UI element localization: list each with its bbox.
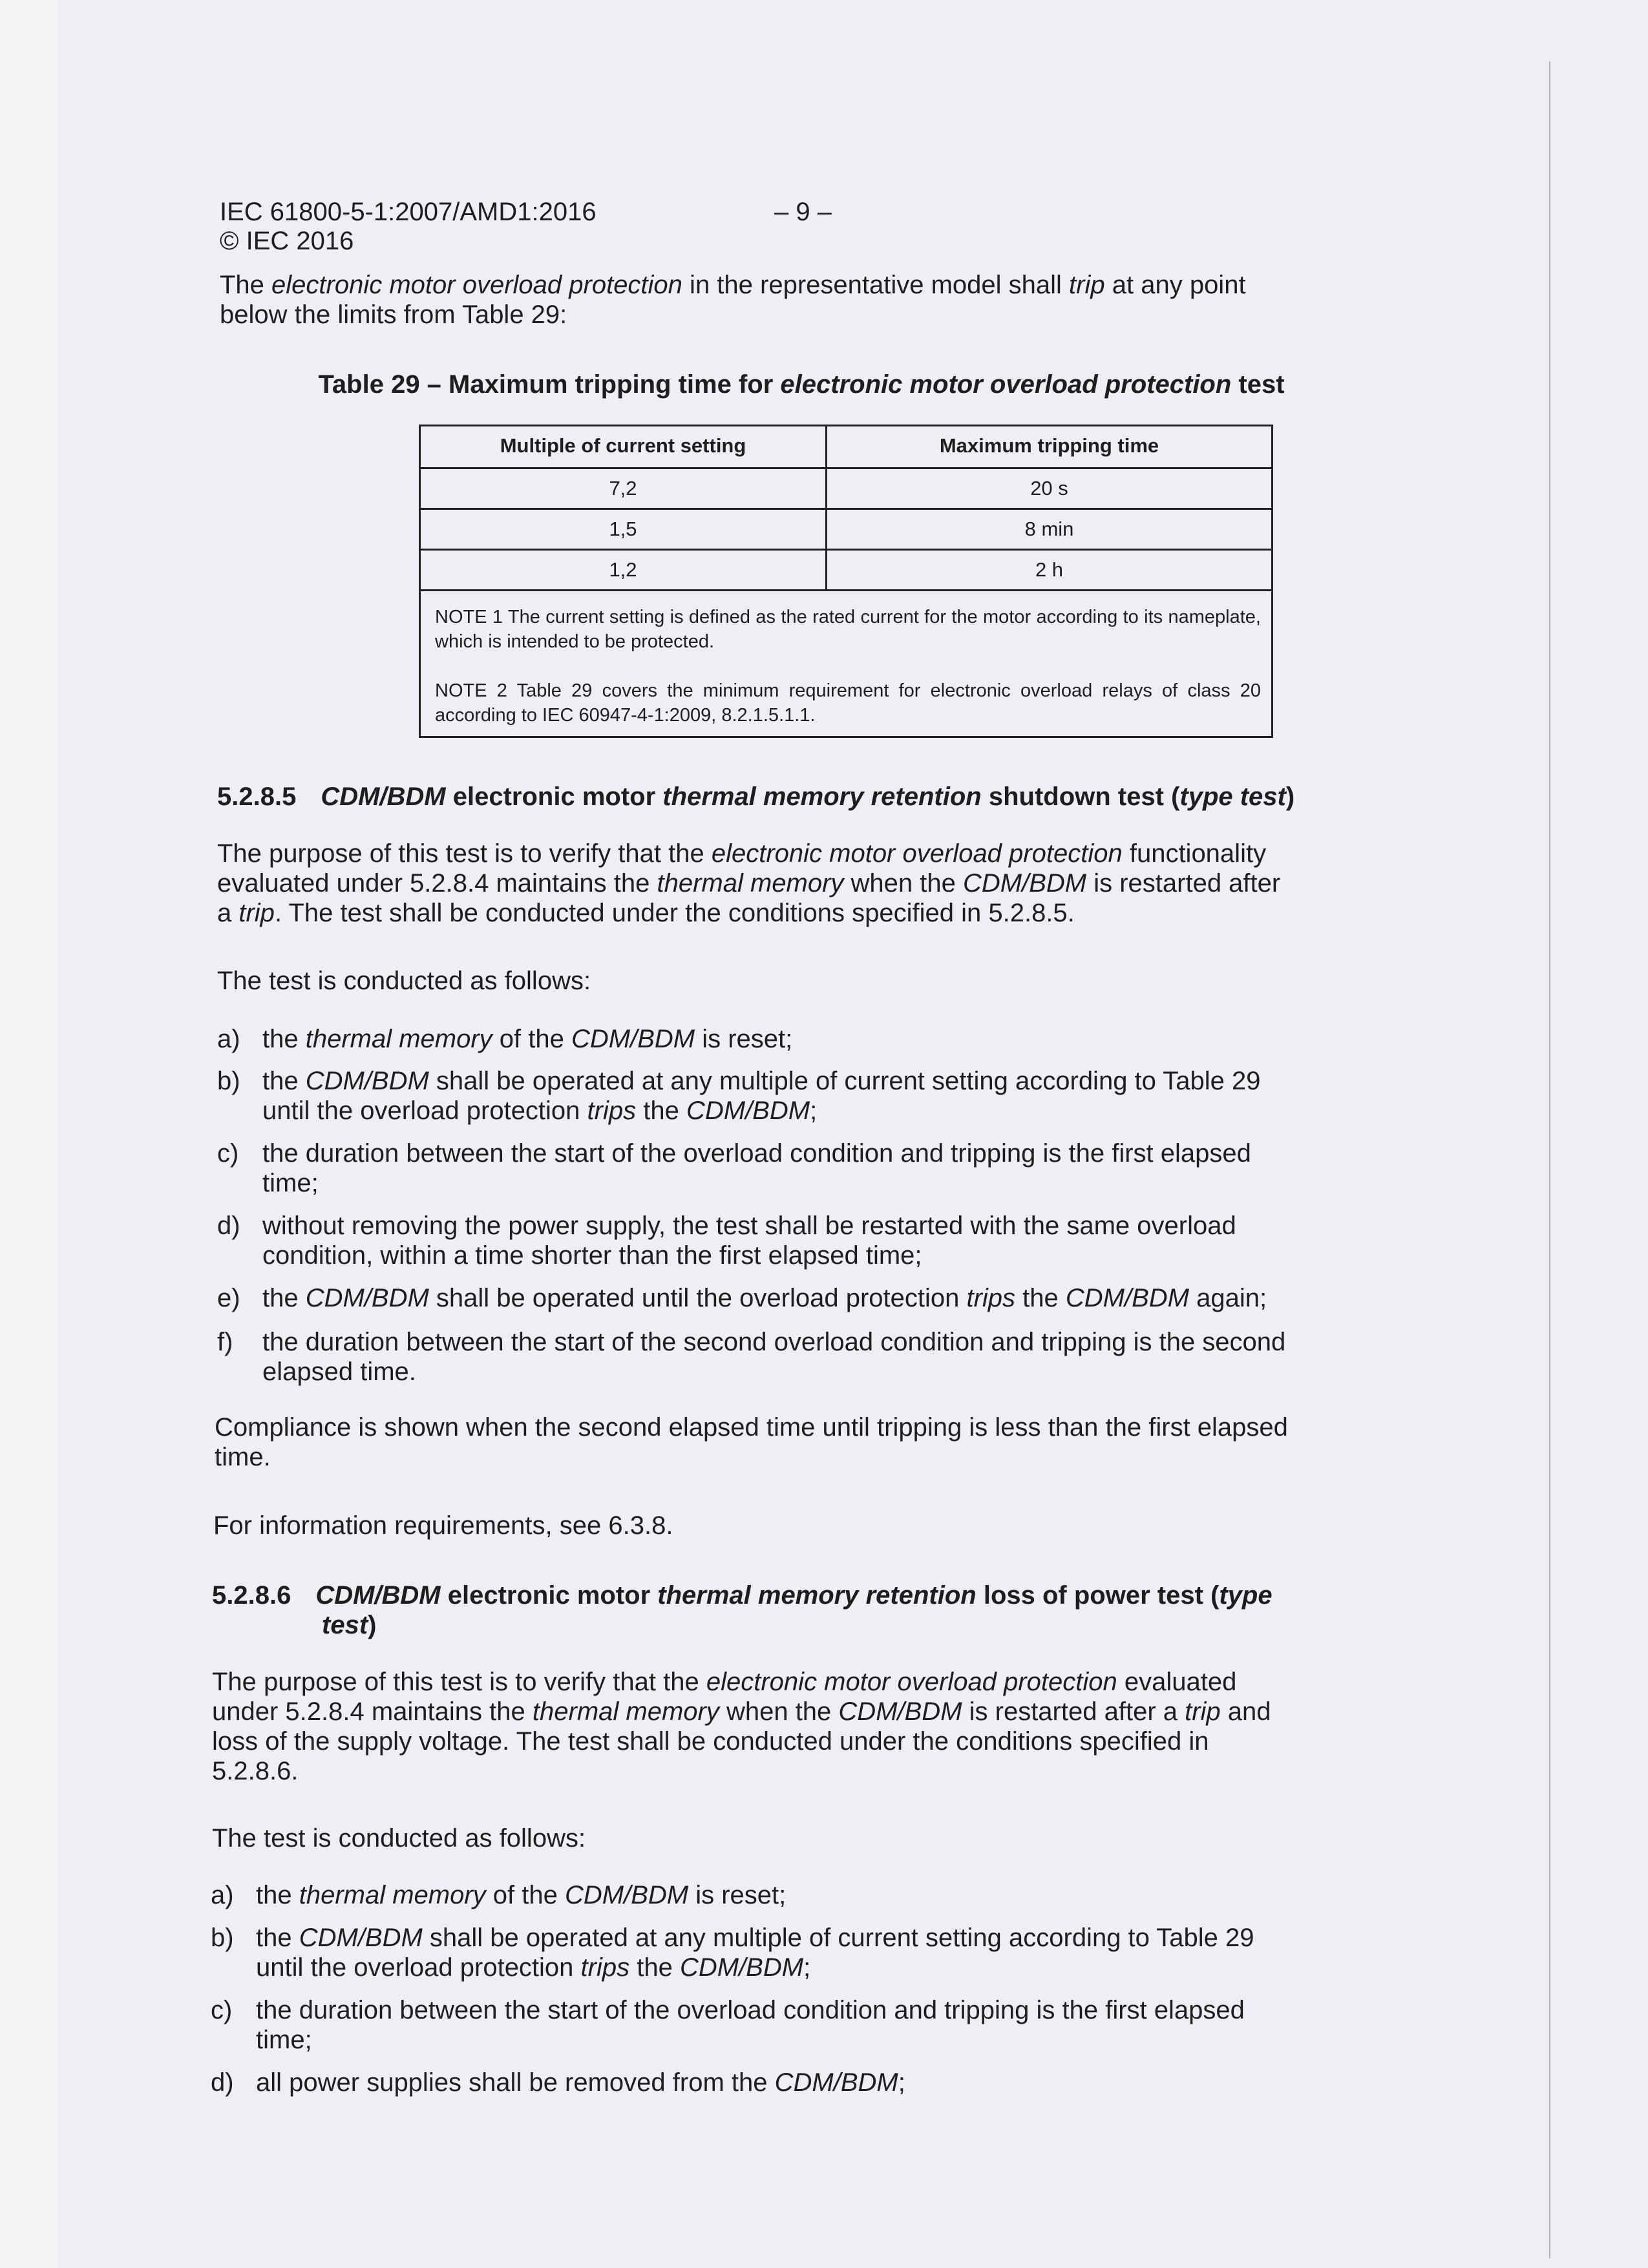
table-cell: 7,2 — [609, 477, 637, 499]
s5285-purpose-line-1: The purpose of this test is to verify that the electronic motor overload protection functionality — [217, 839, 1267, 868]
s5286-list-item-b: b) the CDM/BDM shall be operated at any multiple of current setting according to Table 29 until the overload protection trips the CDM/BDM; — [211, 1924, 1254, 1982]
s5286-list-item-c: c) the duration between the start of the overload condition and tripping is the first elapsed time; — [211, 1996, 1245, 2054]
s5285-list-item-b: b) the CDM/BDM shall be operated at any multiple of current setting according to Table 29 until the overload protection trips the CDM/BDM; — [217, 1067, 1261, 1125]
table-header-cell: Multiple of current setting — [500, 434, 746, 457]
page-number: – 9 – — [774, 198, 832, 226]
s5286-purpose-line-2: under 5.2.8.4 maintains the thermal memory when the CDM/BDM is restarted after a trip and — [212, 1697, 1271, 1726]
s5285-information: For information requirements, see 6.3.8. — [213, 1511, 673, 1540]
table-note-2: NOTE 2 Table 29 covers the minimum requirement for electronic overload relays of class 20 according to IEC 60947-4-1:2009, 8.2.1.5.1.1. — [435, 680, 1261, 726]
copyright-line: © IEC 2016 — [220, 227, 354, 255]
s5285-conducted: The test is conducted as follows: — [217, 967, 591, 995]
s5285-list-item-f: f) the duration between the start of the second overload condition and tripping is the second elapsed time. — [217, 1328, 1286, 1386]
table-cell: 2 h — [1035, 558, 1064, 581]
s5286-conducted: The test is conducted as follows: — [212, 1824, 586, 1853]
table-29 — [419, 425, 1273, 738]
s5286-list-item-d: d) all power supplies shall be removed from the CDM/BDM; — [211, 2068, 905, 2097]
page-edge-line — [1549, 61, 1550, 2258]
section-heading-5-2-8-6: 5.2.8.6 CDM/BDM electronic motor thermal memory retention loss of power test (type — [212, 1581, 1273, 1610]
table-title: Table 29 – Maximum tripping time for electronic motor overload protection test — [318, 370, 1285, 399]
document-id: IEC 61800-5-1:2007/AMD1:2016 — [220, 198, 597, 226]
table-cell: 1,2 — [609, 558, 637, 581]
s5286-list-item-a: a) the thermal memory of the CDM/BDM is reset; — [211, 1881, 787, 1909]
s5286-purpose-line-1: The purpose of this test is to verify that the electronic motor overload protection evaluated — [212, 1668, 1237, 1696]
table-cell: 20 s — [1030, 477, 1068, 499]
section-heading-5-2-8-6-line-2: test) — [322, 1611, 377, 1639]
s5286-purpose-line-4: 5.2.8.6. — [212, 1757, 299, 1785]
s5285-purpose-line-2: evaluated under 5.2.8.4 maintains the thermal memory when the CDM/BDM is restarted after — [217, 869, 1281, 898]
table-cell: 8 min — [1024, 518, 1074, 540]
s5285-compliance-line-2: time. — [215, 1443, 271, 1471]
s5285-list-item-e: e) the CDM/BDM shall be operated until the overload protection trips the CDM/BDM again; — [217, 1284, 1267, 1312]
intro-line-2: below the limits from Table 29: — [220, 300, 567, 329]
table-cell: 1,5 — [609, 518, 637, 540]
s5286-purpose-line-3: loss of the supply voltage. The test shall be conducted under the conditions specified in — [212, 1727, 1209, 1756]
s5285-compliance-line-1: Compliance is shown when the second elapsed time until tripping is less than the first elapsed — [215, 1413, 1288, 1442]
table-note-1: NOTE 1 The current setting is defined as the rated current for the motor according to its nameplate, which is intended to be protected. — [435, 607, 1261, 652]
s5285-list-item-a: a) the thermal memory of the CDM/BDM is reset; — [217, 1025, 793, 1053]
intro-line-1: The electronic motor overload protection in the representative model shall trip at any point — [220, 271, 1246, 299]
s5285-list-item-d: d) without removing the power supply, the test shall be restarted with the same overload condition, within a time shorter than the first elapsed time; — [217, 1212, 1236, 1270]
s5285-purpose-line-3: a trip. The test shall be conducted under the conditions specified in 5.2.8.5. — [217, 899, 1075, 927]
s5285-list-item-c: c) the duration between the start of the overload condition and tripping is the first elapsed time; — [217, 1139, 1251, 1197]
table-header-cell: Maximum tripping time — [939, 434, 1159, 457]
section-heading-5-2-8-5: 5.2.8.5 CDM/BDM electronic motor thermal memory retention shutdown test (type test) — [217, 782, 1295, 811]
